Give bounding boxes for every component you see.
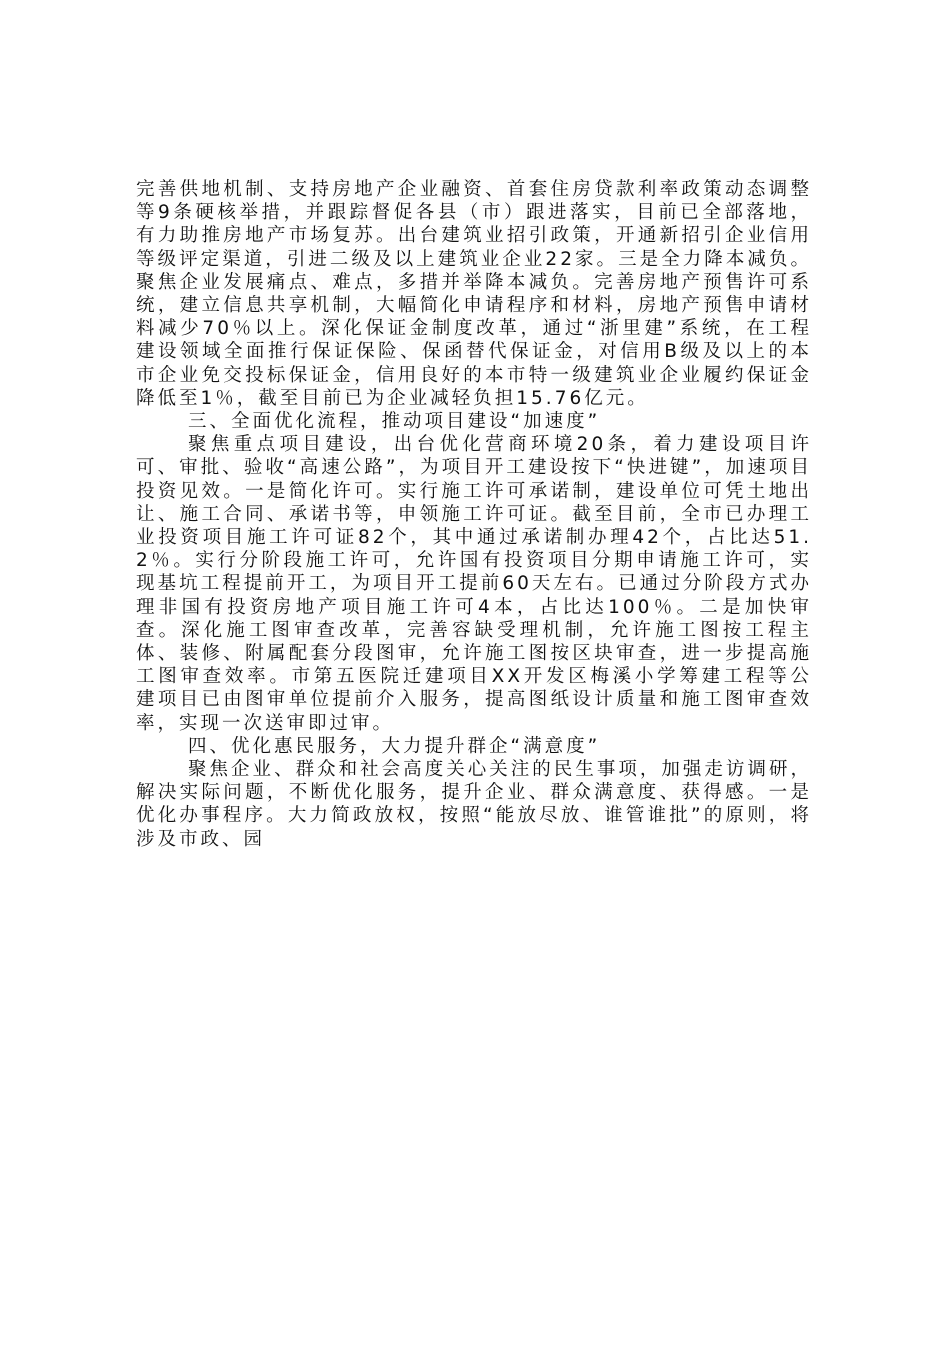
section-heading-4: 四、优化惠民服务，大力提升群企“满意度”	[188, 735, 601, 757]
body-paragraph-3: 聚焦企业、群众和社会高度关心关注的民生事项，加强走访调研，解决实际问题，不断优化服务，提升企业、群众满意度、获得感。一是优化办事程序。大力简政放权，按照“能放尽放、谁管谁批”的原则，将涉及市政、园	[136, 759, 812, 850]
body-paragraph-1: 完善供地机制、支持房地产企业融资、首套住房贷款利率政策动态调整等9条硬核举措，并跟踪督促各县（市）跟进落实，目前已全部落地，有力助推房地产市场复苏。出台建筑业招引政策，开通新招引企业信用等级评定渠道，引进二级及以上建筑业企业22家。三是全力降本减负。聚焦企业发展痛点、难点，多措并举降本减负。完善房地产预售许可系统，建立信息共享机制，大幅简化申请程序和材料，房地产预售申请材料减少70％以上。深化保证金制度改革，通过“浙里建”系统，在工程建设领域全面推行保证保险、保函替代保证金，对信用B级及以上的本市企业免交投标保证金，信用良好的本市特一级建筑业企业履约保证金降低至1％，截至目前已为企业减轻负担15.76亿元。	[136, 179, 812, 409]
body-paragraph-2: 聚焦重点项目建设，出台优化营商环境20条，着力建设项目许可、审批、验收“高速公路”，为项目开工建设按下“快进键”，加速项目投资见效。一是简化许可。实行施工许可承诺制，建设单位可凭土地出让、施工合同、承诺书等，申领施工许可证。截至目前，全市已办理工业投资项目施工许可证82个，其中通过承诺制办理42个，占比达51.2％。实行分阶段施工许可，允许国有投资项目分期申请施工许可，实现基坑工程提前开工，为项目开工提前60天左右。已通过分阶段方式办理非国有投资房地产项目施工许可4本，占比达100％。二是加快审查。深化施工图审查改革，完善容缺受理机制，允许施工图按工程主体、装修、附属配套分段图审，允许施工图按区块审查，进一步提高施工图审查效率。市第五医院迁建项目XX开发区梅溪小学筹建工程等公建项目已由图审单位提前介入服务，提高图纸设计质量和施工图审查效率，实现一次送审即过审。	[136, 434, 812, 734]
document-page	[136, 178, 812, 851]
section-heading-3: 三、全面优化流程，推动项目建设“加速度”	[188, 411, 601, 433]
